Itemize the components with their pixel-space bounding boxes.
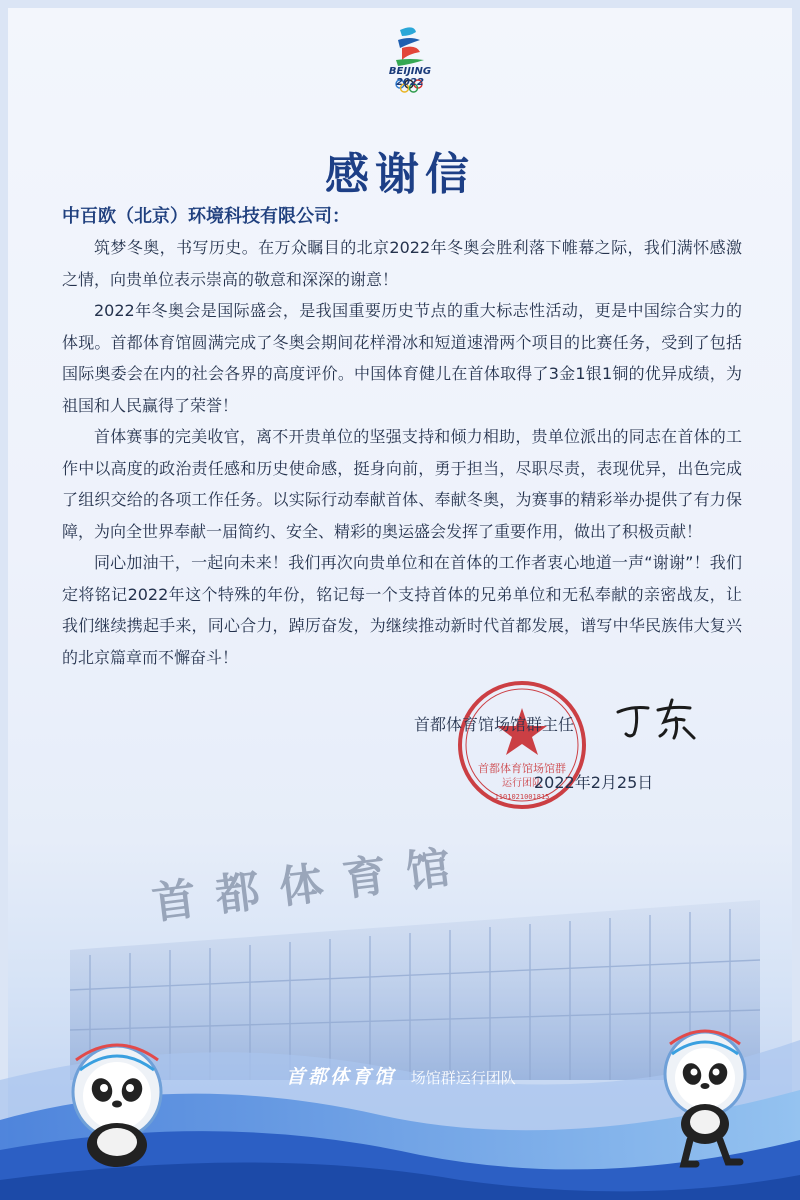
signatory-title: 首都体育馆场馆群主任 xyxy=(414,715,575,734)
handwritten-signature xyxy=(614,694,700,744)
emblem-text: BEIJING 2022 xyxy=(388,66,432,88)
mascot-bing-dwen-dwen-left xyxy=(62,1030,172,1170)
footer-script: 首都体育馆 xyxy=(286,1066,397,1088)
seal-center-line1: 首都体育馆场馆群 xyxy=(478,762,566,775)
letter-body xyxy=(62,232,742,673)
seal-center-line2: 运行团队 xyxy=(502,778,542,789)
building-sign: 首都体育馆 xyxy=(149,839,474,930)
seal-number: 1101021001815 xyxy=(494,793,550,801)
salutation: 中百欧（北京）环境科技有限公司： xyxy=(62,206,350,227)
letter-title: 感谢信 xyxy=(325,149,475,200)
letter-date: 2022年2月25日 xyxy=(534,773,654,792)
beijing-2022-emblem xyxy=(380,22,440,94)
footer xyxy=(286,1062,516,1089)
mascot-bing-dwen-dwen-right xyxy=(650,1024,760,1174)
paragraph-2: 2022年冬奥会是国际盛会，是我国重要历史节点的重大标志性活动，更是中国综合实力的体现。首都体育馆圆满完成了冬奥会期间花样滑冰和短道速滑两个项目的比赛任务，受到了包括国际奥委会在内的社会各界的高度评价。中国体育健儿在首体取得了3金1银1铜的优异成绩，为祖国和人民赢得了荣誉！ xyxy=(62,301,742,415)
paragraph-1: 筑梦冬奥，书写历史。在万众瞩目的北京2022年冬奥会胜利落下帷幕之际，我们满怀感激之情，向贵单位表示崇高的敬意和深深的谢意！ xyxy=(62,238,742,289)
paragraph-4: 同心加油干，一起向未来！我们再次向贵单位和在首体的工作者衷心地道一声“谢谢”！我们定将铭记2022年这个特殊的年份，铭记每一个支持首体的兄弟单位和无私奉献的亲密战友，让我们继续携起手来，同心合力，踔厉奋发，为继续推动新时代首都发展，谱写中华民族伟大复兴的北京篇章而不懈奋斗！ xyxy=(62,553,742,667)
paragraph-3: 首体赛事的完美收官，离不开贵单位的坚强支持和倾力相助，贵单位派出的同志在首体的工作中以高度的政治责任感和历史使命感，挺身向前，勇于担当，尽职尽责，表现优异，出色完成了组织交给的各项工作任务。以实际行动奉献首体、奉献冬奥，为赛事的精彩举办提供了有力保障，为向全世界奉献一届简约、安全、精彩的奥运盛会发挥了重要作用，做出了积极贡献！ xyxy=(62,427,742,541)
footer-label: 场馆群运行团队 xyxy=(410,1069,516,1087)
